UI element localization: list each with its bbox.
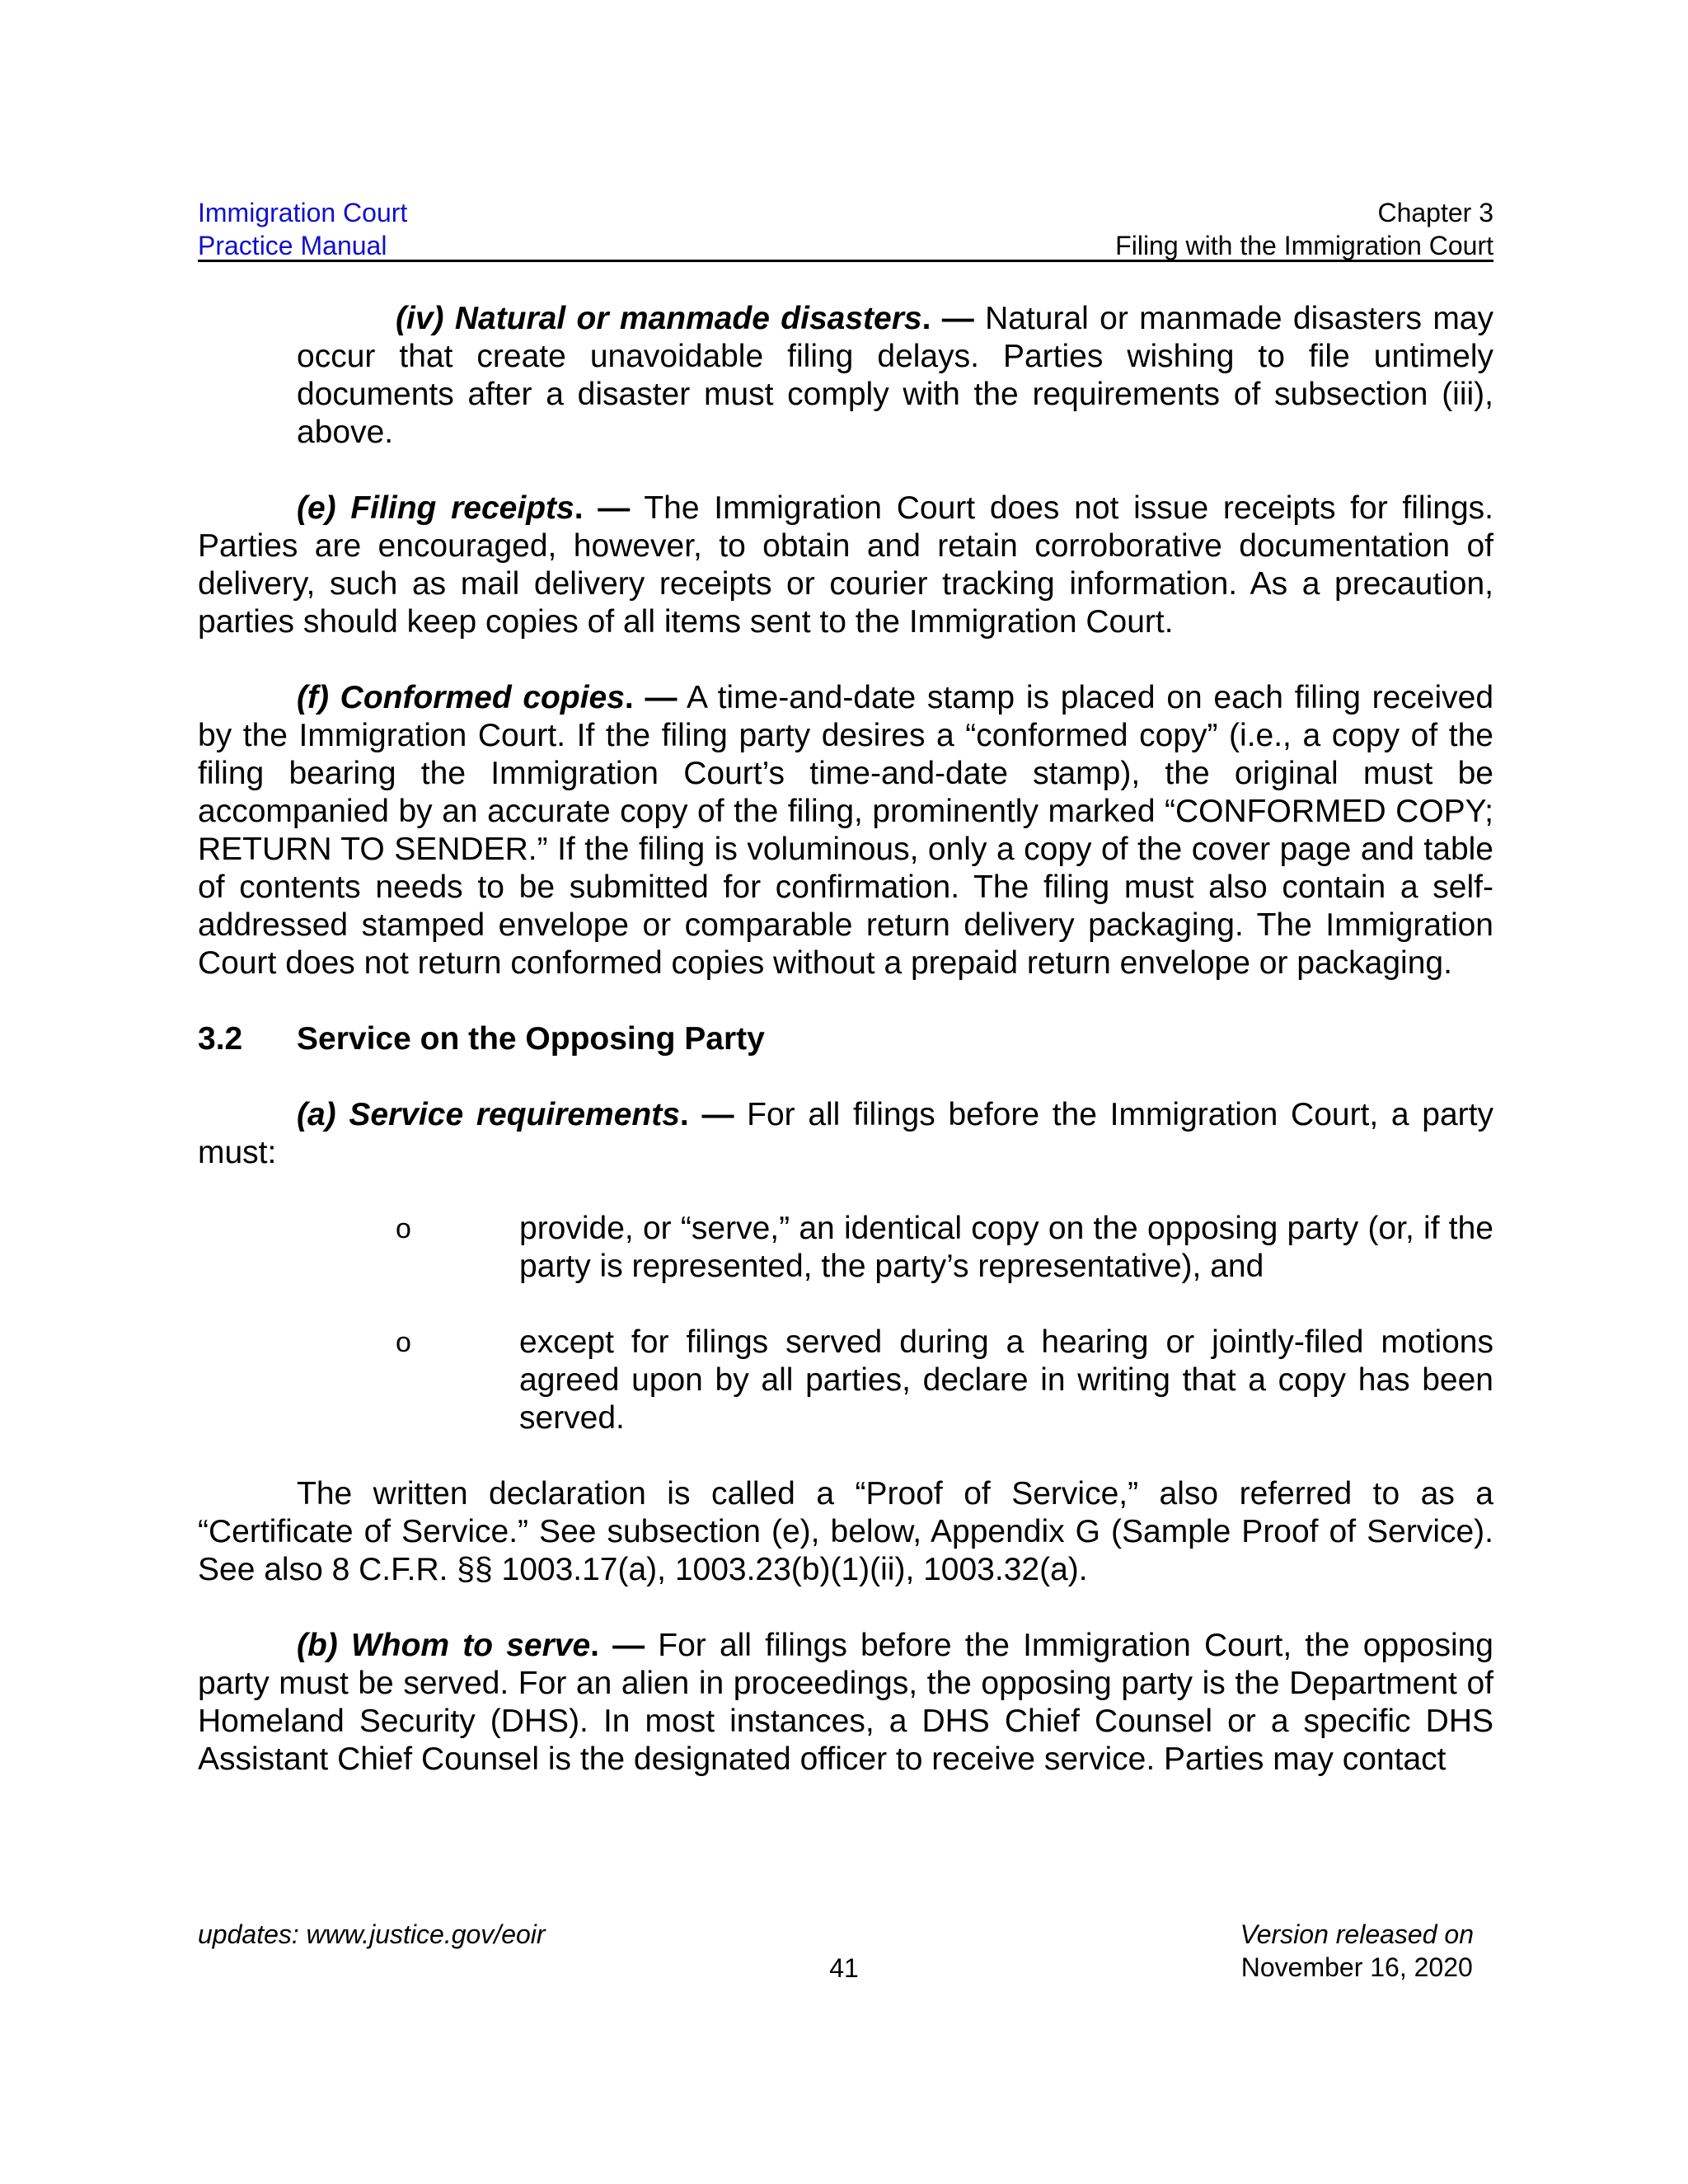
paragraph-b-whom-to-serve	[198, 1627, 1493, 1779]
bullet-marker: o	[396, 1213, 411, 1244]
paragraph-e-text: The Immigration Court does not issue receipts for filings. Parties are encouraged, however, to obtain and retain corroborative documentation of delivery, such as mail delivery receipts or courier tracking information. As a precaution, parties should keep copies of all items sent to the Immigration Court.	[198, 490, 1493, 640]
header-right-line-1: Chapter 3	[1377, 198, 1493, 227]
footer-updates-link: updates: www.justice.gov/eoir	[198, 1919, 546, 1949]
header-left-line-1: Immigration Court	[198, 198, 408, 227]
footer-version-info	[1240, 1918, 1474, 1984]
paragraph-iv-text: Natural or manmade disasters may occur that create unavoidable filing delays. Parties wishing to file untimely documents after a disaster must comply with the requirements of subsection (iii), above.	[297, 301, 1493, 450]
header-left-line-2: Practice Manual	[198, 231, 387, 260]
paragraph-iv-heading: (iv) Natural or manmade disasters	[396, 301, 922, 336]
paragraph-f-heading: (f) Conformed copies	[297, 680, 625, 715]
paragraph-e-filing-receipts	[198, 490, 1493, 641]
paragraph-proof-of-service: The written declaration is called a “Proof of Service,” also referred to as a “Certificate of Service.” See subsection (e), below, Appendix G (Sample Proof of Service). See also 8 C.F.R. §§ 1003.17(a), 1003.23(b)(1)(ii), 1003.32(a).	[198, 1476, 1493, 1587]
page-number: 41	[829, 1953, 859, 1983]
list-item	[396, 1210, 1493, 1286]
section-title: Service on the Opposing Party	[297, 1021, 765, 1057]
page-body	[198, 300, 1493, 1816]
paragraph-a-text: For all filings before the Immigration Court, a party must:	[198, 1097, 1494, 1170]
footer-version-label: Version released on	[1240, 1919, 1474, 1949]
header-manual-title	[198, 196, 407, 262]
paragraph-f-conformed-copies	[198, 679, 1493, 982]
header-right-line-2: Filing with the Immigration Court	[1115, 231, 1493, 260]
list-item	[396, 1324, 1493, 1437]
paragraph-b-heading: (b) Whom to serve	[297, 1628, 591, 1663]
paragraph-f-text: A time-and-date stamp is placed on each filing received by the Immigration Court. If the filing party desires a “conformed copy” (i.e., a copy of the filing bearing the Immigration Court’s time-and-date stamp), the original must be accompanied by an accurate copy of the filing, prominently marked “CONFORMED COPY; RETURN TO SENDER.” If the filing is voluminous, only a copy of the cover page and table of contents needs to be submitted for confirmation. The filing must also contain a self-addressed stamped envelope or comparable return delivery packaging. The Immigration Court does not return conformed copies without a prepaid return envelope or packaging.	[198, 680, 1494, 981]
paragraph-iv-disasters	[297, 300, 1493, 452]
section-number: 3.2	[198, 1021, 243, 1057]
bullet-text: provide, or “serve,” an identical copy on the opposing party (or, if the party is represented, the party’s representative), and	[519, 1211, 1493, 1284]
paragraph-a-service-requirements	[198, 1096, 1493, 1172]
paragraph-e-dash: . —	[574, 490, 631, 526]
paragraph-b-text: For all filings before the Immigration Court, the opposing party must be served. For an alien in proceedings, the opposing party is the Department of Homeland Security (DHS). In most instances, a DHS Chief Counsel or a specific DHS Assistant Chief Counsel is the designated officer to receive service. Parties may contact	[198, 1628, 1493, 1777]
paragraph-a-heading: (a) Service requirements	[297, 1097, 680, 1132]
section-heading	[198, 1020, 1493, 1058]
bullet-marker: o	[396, 1327, 411, 1358]
page-header	[198, 196, 1493, 262]
footer-version-date: November 16, 2020	[1240, 1952, 1473, 1982]
header-chapter-info	[1115, 196, 1493, 262]
paragraph-e-heading: (e) Filing receipts	[297, 490, 574, 526]
paragraph-f-dash: . —	[624, 680, 678, 715]
bullet-text: except for filings served during a hearing or jointly-filed motions agreed upon by all parties, declare in writing that a copy has been served.	[519, 1324, 1493, 1436]
paragraph-b-dash: . —	[590, 1628, 645, 1663]
paragraph-a-dash: . —	[679, 1097, 734, 1132]
paragraph-iv-dash: . —	[921, 301, 974, 336]
